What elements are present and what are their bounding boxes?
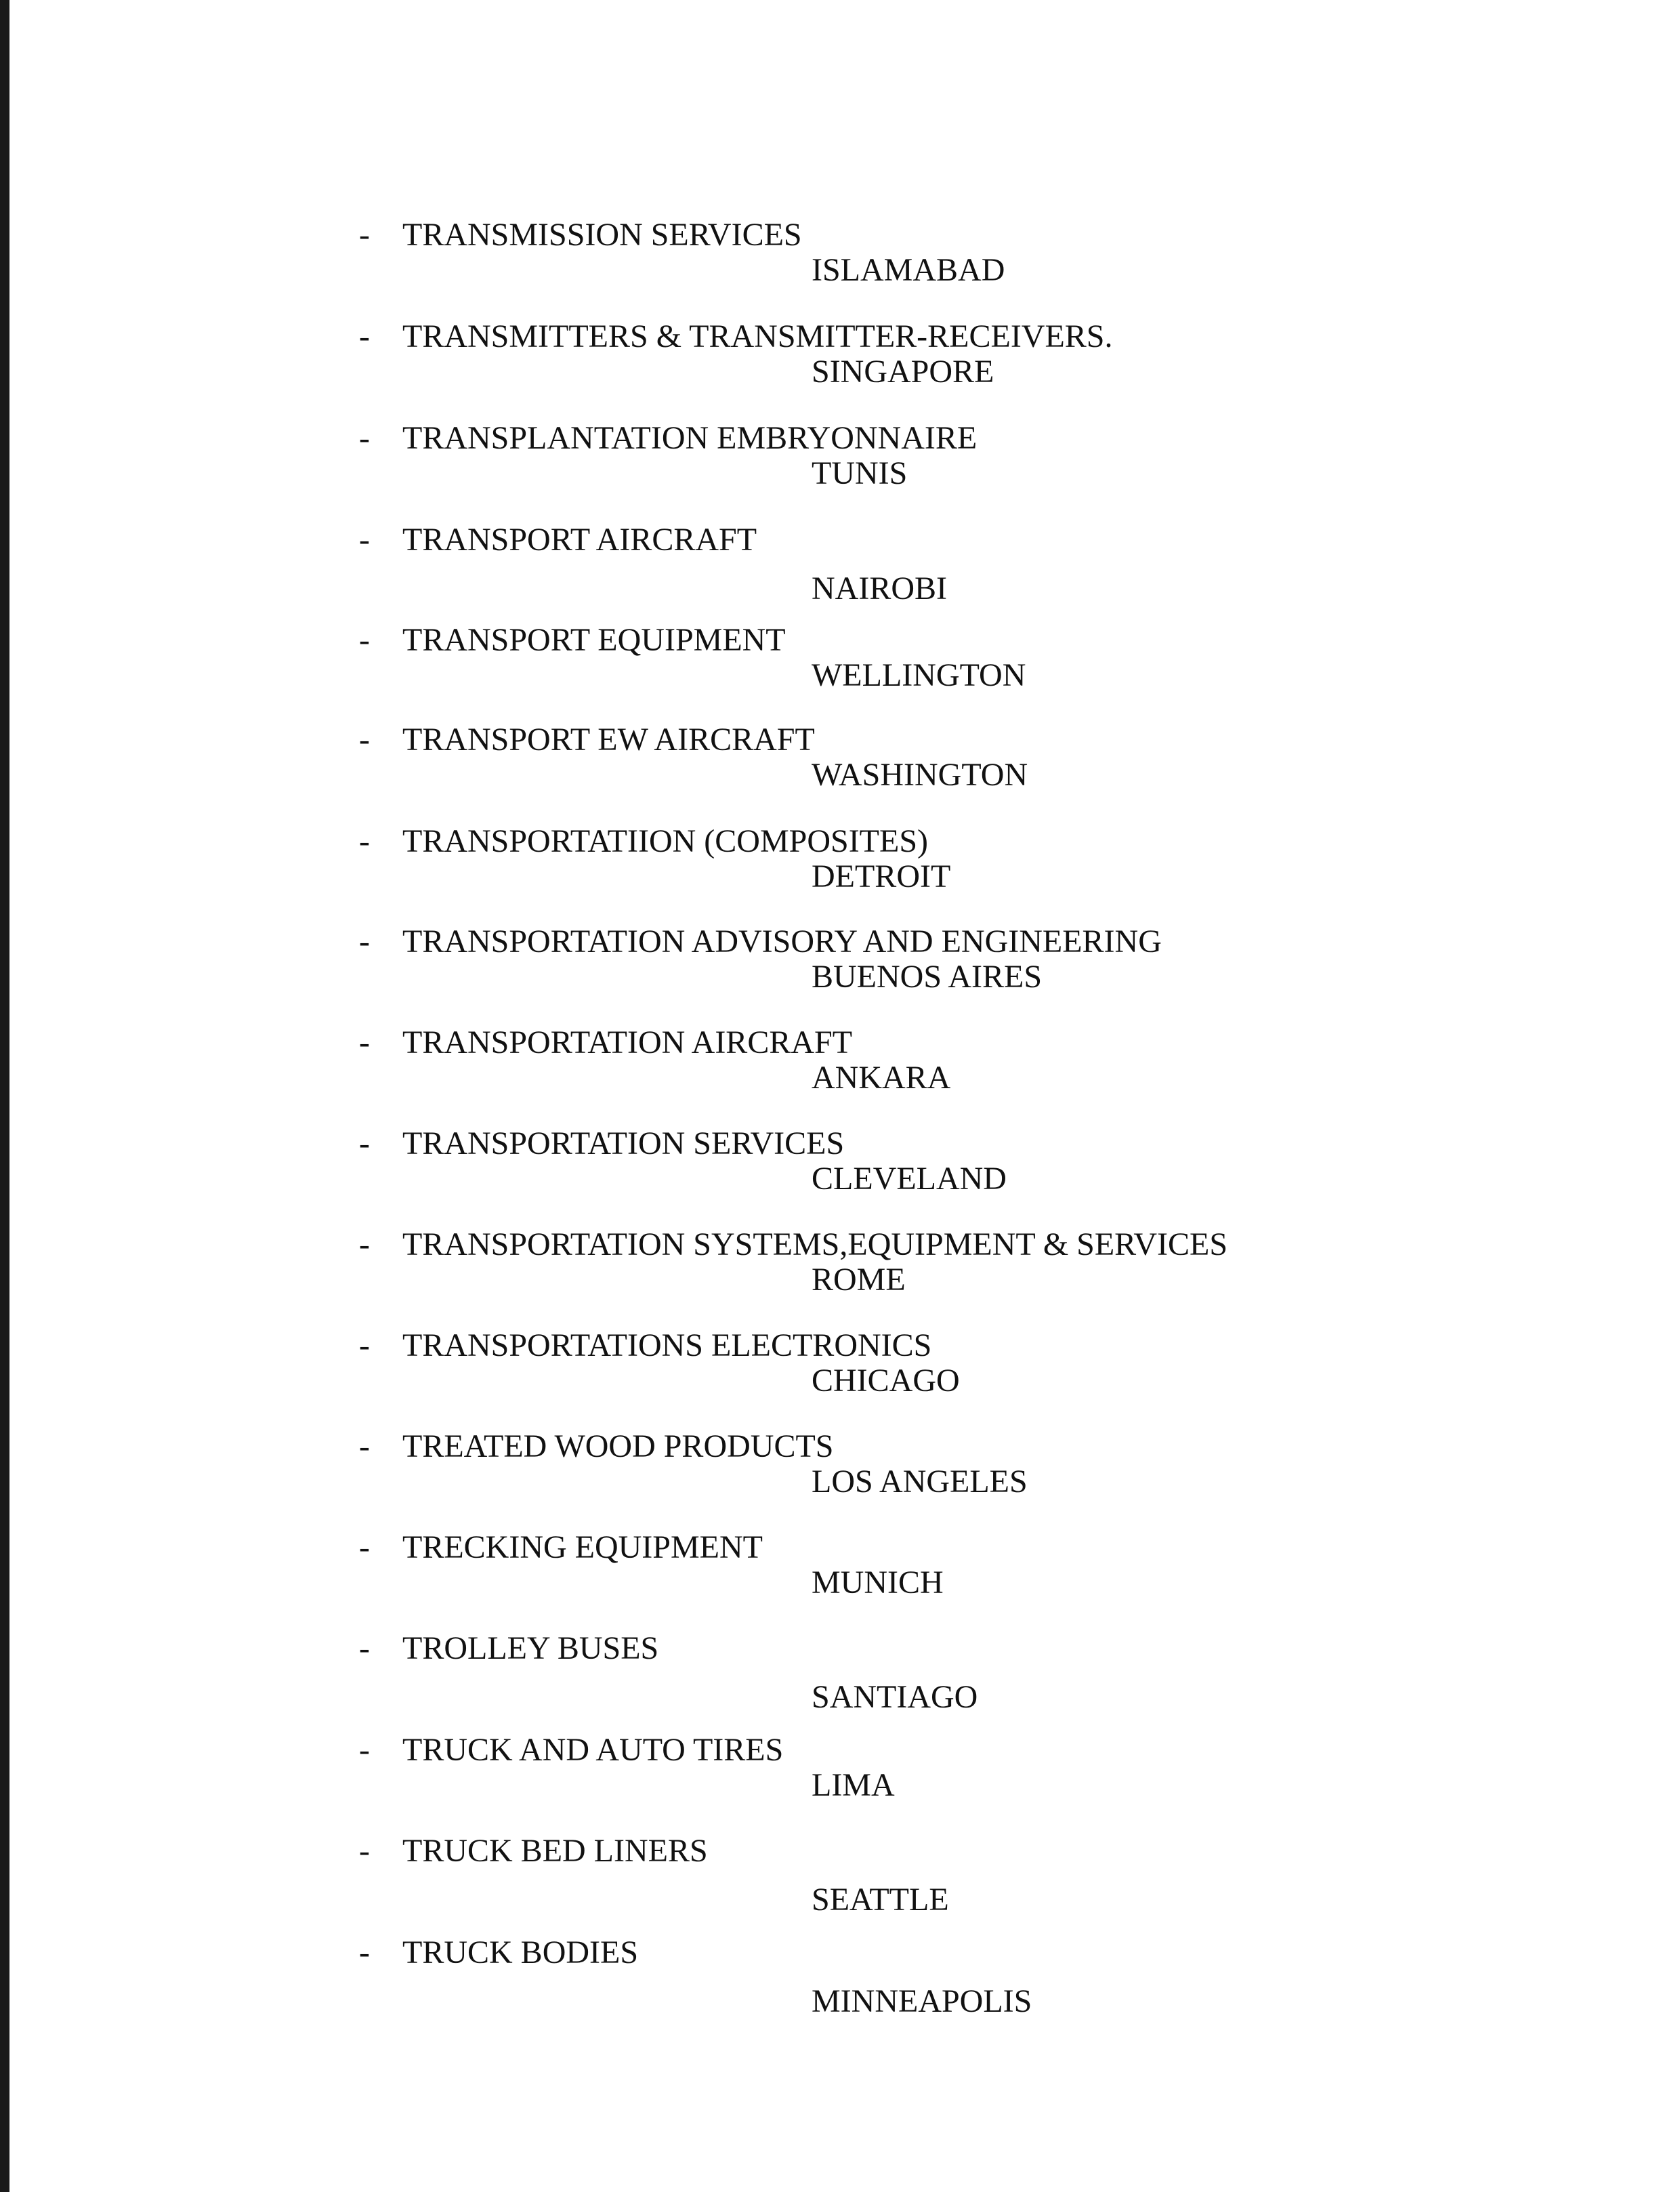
bullet-dash: - — [359, 1025, 370, 1060]
bullet-dash: - — [359, 318, 370, 354]
list-item — [359, 217, 1375, 305]
list-item — [359, 622, 1375, 710]
product-name: TRANSPORT EQUIPMENT — [402, 622, 786, 658]
bullet-dash: - — [359, 1226, 370, 1262]
product-name: TRANSPORTATION ADVISORY AND ENGINEERING — [402, 924, 1162, 959]
bullet-dash: - — [359, 1529, 370, 1565]
city-name: LOS ANGELES — [812, 1464, 1028, 1500]
bullet-dash: - — [359, 823, 370, 859]
city-name: DETROIT — [812, 859, 951, 894]
city-name: SINGAPORE — [812, 354, 994, 390]
bullet-dash: - — [359, 217, 370, 253]
city-name: LIMA — [812, 1767, 895, 1803]
city-name: MINNEAPOLIS — [812, 1983, 1032, 2019]
list-item — [359, 1428, 1375, 1516]
list-item — [359, 1226, 1375, 1315]
bullet-dash: - — [359, 1935, 370, 1970]
product-name: TRECKING EQUIPMENT — [402, 1529, 763, 1565]
city-name: MUNICH — [812, 1565, 944, 1600]
city-name: NAIROBI — [812, 571, 947, 606]
product-name: TRUCK AND AUTO TIRES — [402, 1732, 784, 1768]
city-name: BUENOS AIRES — [812, 959, 1043, 995]
city-name: ANKARA — [812, 1060, 951, 1096]
list-item — [359, 318, 1375, 407]
list-item — [359, 1529, 1375, 1617]
bullet-dash: - — [359, 1732, 370, 1768]
bullet-dash: - — [359, 1833, 370, 1869]
product-name: TRUCK BODIES — [402, 1935, 639, 1970]
list-item — [359, 1630, 1375, 1718]
product-name: TRUCK BED LINERS — [402, 1833, 708, 1869]
product-name: TRANSPORTATION AIRCRAFT — [402, 1025, 853, 1060]
product-name: TRANSMISSION SERVICES — [402, 217, 802, 253]
city-name: CHICAGO — [812, 1363, 960, 1399]
list-item — [359, 722, 1375, 810]
list-item — [359, 1125, 1375, 1214]
city-name: WASHINGTON — [812, 757, 1028, 793]
bullet-dash: - — [359, 420, 370, 456]
city-name: CLEVELAND — [812, 1161, 1007, 1197]
city-name: ISLAMABAD — [812, 252, 1005, 288]
city-name: WELLINGTON — [812, 657, 1026, 693]
product-name: TREATED WOOD PRODUCTS — [402, 1428, 834, 1464]
list-item — [359, 1025, 1375, 1113]
list-item — [359, 1732, 1375, 1820]
product-name: TROLLEY BUSES — [402, 1630, 659, 1666]
city-name: SANTIAGO — [812, 1679, 978, 1715]
bullet-dash: - — [359, 1428, 370, 1464]
bullet-dash: - — [359, 722, 370, 758]
city-name: SEATTLE — [812, 1882, 949, 1918]
list-item — [359, 924, 1375, 1012]
list-item — [359, 420, 1375, 508]
product-name: TRANSMITTERS & TRANSMITTER-RECEIVERS. — [402, 318, 1113, 354]
bullet-dash: - — [359, 1327, 370, 1363]
bullet-dash: - — [359, 1125, 370, 1161]
bullet-dash: - — [359, 522, 370, 558]
product-name: TRANSPORTATION SYSTEMS,EQUIPMENT & SERVICES — [402, 1226, 1228, 1262]
product-name: TRANSPORT AIRCRAFT — [402, 522, 757, 558]
city-name: ROME — [812, 1262, 906, 1298]
bullet-dash: - — [359, 622, 370, 658]
list-item — [359, 1935, 1375, 2023]
product-name: TRANSPORTATIION (COMPOSITES) — [402, 823, 928, 859]
bullet-dash: - — [359, 924, 370, 959]
list-item — [359, 823, 1375, 911]
product-name: TRANSPORTATION SERVICES — [402, 1125, 845, 1161]
city-name: TUNIS — [812, 455, 908, 491]
bullet-dash: - — [359, 1630, 370, 1666]
list-item — [359, 522, 1375, 610]
list-item — [359, 1327, 1375, 1415]
product-name: TRANSPORT EW AIRCRAFT — [402, 722, 815, 758]
product-name: TRANSPLANTATION EMBRYONNAIRE — [402, 420, 978, 456]
product-name: TRANSPORTATIONS ELECTRONICS — [402, 1327, 932, 1363]
list-item — [359, 1833, 1375, 1921]
